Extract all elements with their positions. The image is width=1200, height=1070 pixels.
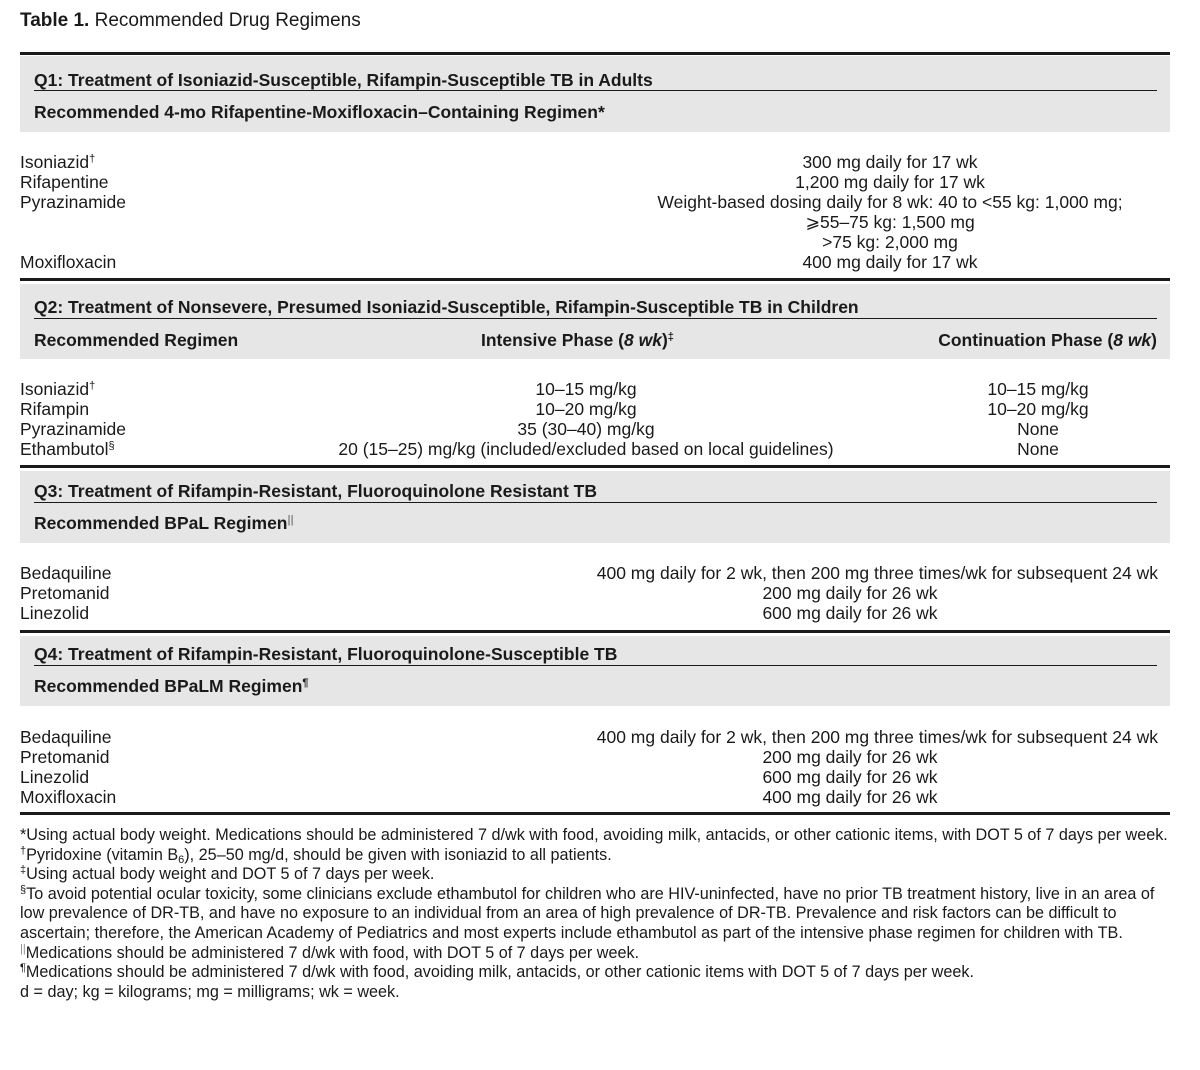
table-title xyxy=(20,10,361,32)
q1-heading: Q1: Treatment of Isoniazid-Susceptible, Rifampin-Susceptible TB in Adults xyxy=(34,70,653,90)
drug-name: Pyrazinamide xyxy=(20,192,127,212)
q2-row-pyrazinamide xyxy=(20,419,1170,439)
continuation-dose: 10–20 mg/kg xyxy=(987,399,1089,419)
dose: 200 mg daily for 26 wk xyxy=(762,747,938,767)
q1-row-pyrazinamide-cont2 xyxy=(20,232,1170,252)
q1-row-pyrazinamide-cont xyxy=(20,212,1170,232)
footnote-section: §To avoid potential ocular toxicity, some clinicians exclude ethambutol for children who are HIV-uninfected, have no prior TB treatment history, live in an area of low prevalence of DR-TB, and have no exposure to an individual from an area of high prevalence of DR-TB. Prevalence and risk factors can be difficult to ascertain; therefore, the American Academy of Pediatrics and most experts include ethambutol as part of the intensive phase regimen for children with TB. xyxy=(20,883,1155,942)
drug-name: Isoniazid† xyxy=(20,152,96,172)
dose: Weight-based dosing daily for 8 wk: 40 to <55 kg: 1,000 mg; xyxy=(657,192,1123,212)
dose: 400 mg daily for 2 wk, then 200 mg three times/wk for subsequent 24 wk xyxy=(596,727,1158,747)
drug-name: Rifapentine xyxy=(20,172,109,192)
q2-header-band xyxy=(20,284,1170,359)
q1-row-rifapentine xyxy=(20,172,1170,192)
drug-name: Isoniazid† xyxy=(20,379,96,399)
intensive-dose: 35 (30–40) mg/kg xyxy=(517,419,655,439)
q1-row-isoniazid xyxy=(20,152,1170,172)
intensive-dose: 10–20 mg/kg xyxy=(535,399,637,419)
dose: 400 mg daily for 17 wk xyxy=(802,252,978,272)
q4-header-band xyxy=(20,636,1170,706)
q4-row-linezolid xyxy=(20,767,1170,787)
q3-subheading: Recommended BPaL Regimen|| xyxy=(34,513,294,533)
q4-subheading: Recommended BPaLM Regimen¶ xyxy=(34,676,309,696)
intensive-dose: 20 (15–25) mg/kg (included/excluded based on local guidelines) xyxy=(338,439,834,459)
footnotes xyxy=(20,826,1170,1002)
q3-row-bedaquiline xyxy=(20,563,1170,583)
table-label: Table 1. xyxy=(20,10,90,31)
q2-row-isoniazid xyxy=(20,379,1170,399)
q3-divider xyxy=(34,502,1157,503)
table-title-text: Recommended Drug Regimens xyxy=(94,10,361,31)
q1-divider xyxy=(34,90,1157,91)
dose: 300 mg daily for 17 wk xyxy=(802,152,978,172)
q4-heading: Q4: Treatment of Rifampin-Resistant, Fluoroquinolone-Susceptible TB xyxy=(34,644,618,664)
dose: 1,200 mg daily for 17 wk xyxy=(795,172,985,192)
continuation-dose: None xyxy=(1017,419,1059,439)
drug-name: Rifampin xyxy=(20,399,90,419)
q2-bottom-rule xyxy=(20,465,1170,468)
footnote-pilcrow: ¶Medications should be administered 7 d/wk with food, avoiding milk, antacids, or other cationic items with DOT 5 of 7 days per week. xyxy=(20,962,974,982)
q4-row-bedaquiline xyxy=(20,727,1170,747)
q2-col-regimen: Recommended Regimen xyxy=(34,330,239,350)
dose: ⩾55–75 kg: 1,500 mg xyxy=(805,212,975,232)
q2-col-continuation: Continuation Phase (8 wk) xyxy=(938,330,1157,350)
q3-header-band xyxy=(20,471,1170,543)
q4-row-pretomanid xyxy=(20,747,1170,767)
dose: 600 mg daily for 26 wk xyxy=(762,767,938,787)
drug-name: Bedaquiline xyxy=(20,727,112,747)
q2-divider xyxy=(34,318,1157,319)
footnote-parallel: ||Medications should be administered 7 d/wk with food, with DOT 5 of 7 days per week. xyxy=(20,942,640,962)
intensive-dose: 10–15 mg/kg xyxy=(535,379,637,399)
footnote-double-dagger: ‡Using actual body weight and DOT 5 of 7 days per week. xyxy=(20,864,435,884)
q3-bottom-rule xyxy=(20,630,1170,633)
q2-row-rifampin xyxy=(20,399,1170,419)
table-bottom-rule xyxy=(20,812,1170,815)
dose: 600 mg daily for 26 wk xyxy=(762,603,938,623)
q3-row-linezolid xyxy=(20,603,1170,623)
footnote-star: *Using actual body weight. Medications should be administered 7 d/wk with food, avoiding milk, antacids, or other cationic items, with DOT 5 of 7 days per week. xyxy=(20,826,1168,844)
drug-name: Linezolid xyxy=(20,767,90,787)
dose: >75 kg: 2,000 mg xyxy=(822,232,958,252)
q3-heading: Q3: Treatment of Rifampin-Resistant, Fluoroquinolone Resistant TB xyxy=(34,481,597,501)
drug-name: Pretomanid xyxy=(20,747,110,767)
continuation-dose: 10–15 mg/kg xyxy=(987,379,1089,399)
q4-divider xyxy=(34,665,1157,666)
dose: 400 mg daily for 26 wk xyxy=(762,787,938,807)
footnote-abbreviations: d = day; kg = kilograms; mg = milligrams; wk = week. xyxy=(20,982,400,1001)
dose: 200 mg daily for 26 wk xyxy=(762,583,938,603)
q3-row-pretomanid xyxy=(20,583,1170,603)
q4-row-moxifloxacin xyxy=(20,787,1170,807)
q1-row-moxifloxacin xyxy=(20,252,1170,272)
continuation-dose: None xyxy=(1017,439,1059,459)
dose: 400 mg daily for 2 wk, then 200 mg three times/wk for subsequent 24 wk xyxy=(596,563,1158,583)
drug-name: Ethambutol§ xyxy=(20,439,115,459)
drug-name: Bedaquiline xyxy=(20,563,112,583)
q2-row-ethambutol xyxy=(20,439,1170,459)
q1-subheading: Recommended 4-mo Rifapentine-Moxifloxacin–Containing Regimen* xyxy=(34,102,605,122)
q2-col-intensive: Intensive Phase (8 wk)‡ xyxy=(481,330,674,350)
footnote-dagger: †Pyridoxine (vitamin $B_6$), 25–50 mg/d, should be given with isoniazid to all patients. xyxy=(20,844,612,866)
drug-name: Moxifloxacin xyxy=(20,787,117,807)
q1-row-pyrazinamide xyxy=(20,192,1170,212)
top-rule xyxy=(20,52,1170,55)
drug-name: Pyrazinamide xyxy=(20,419,127,439)
q1-bottom-rule xyxy=(20,278,1170,281)
q1-header-band xyxy=(20,56,1170,132)
drug-name: Linezolid xyxy=(20,603,90,623)
q2-heading: Q2: Treatment of Nonsevere, Presumed Isoniazid-Susceptible, Rifampin-Susceptible TB in Children xyxy=(34,297,859,317)
drug-name: Moxifloxacin xyxy=(20,252,117,272)
drug-name: Pretomanid xyxy=(20,583,110,603)
